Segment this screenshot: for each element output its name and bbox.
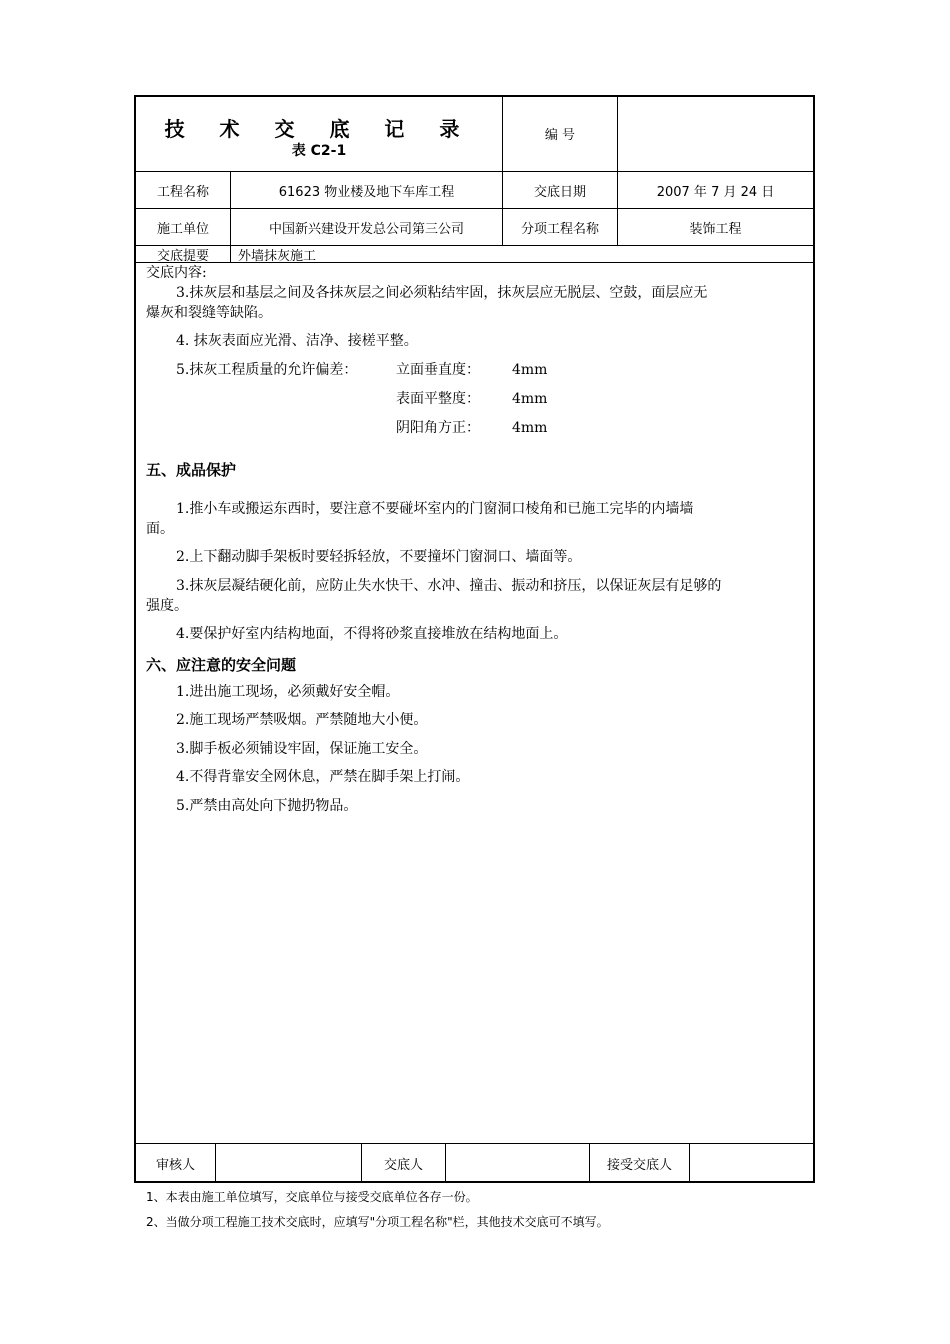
tolerance-value: 4mm	[512, 420, 548, 436]
contractor-label: 施工单位	[156, 221, 209, 237]
content-intro: 交底内容:	[146, 265, 207, 281]
section-5-item-2: 2.上下翻动脚手架板时要轻拆轻放，不要撞坏门窗洞口、墙面等。	[176, 549, 582, 565]
tolerance-label: 立面垂直度：	[396, 362, 480, 378]
content-item-3-line-1: 3.抹灰层和基层之间及各抹灰层之间必须粘结牢固，抹灰层应无脱层、空鼓，面层应无	[176, 285, 708, 301]
receiver-field[interactable]	[690, 1144, 813, 1182]
form-title: 技 术 交 底 记 录	[164, 117, 474, 141]
section-5-item-1-line-2: 面。	[146, 521, 174, 537]
section-5-item-3-line-2: 强度。	[146, 598, 188, 614]
summary-label: 交底提要	[156, 248, 209, 264]
number-field[interactable]	[618, 96, 813, 171]
tolerance-label: 表面平整度：	[396, 391, 480, 407]
section-5-item-4: 4.要保护好室内结构地面，不得将砂浆直接堆放在结构地面上。	[176, 626, 568, 642]
section-6-item: 5.严禁由高处向下抛扔物品。	[176, 798, 358, 814]
tolerance-value: 4mm	[512, 391, 548, 407]
section-5-item-3-line-1: 3.抹灰层凝结硬化前，应防止失水快干、水冲、撞击、振动和挤压，以保证灰层有足够的	[176, 578, 722, 594]
section-6-item: 1.进出施工现场，必须戴好安全帽。	[176, 684, 400, 700]
footnote: 2、当做分项工程施工技术交底时，应填写"分项工程名称"栏，其他技术交底可不填写。	[146, 1215, 609, 1229]
content-item-4: 4. 抹灰表面应光滑、洁净、接槎平整。	[176, 333, 418, 349]
section-6-item: 4.不得背靠安全网休息，严禁在脚手架上打闹。	[176, 769, 470, 785]
content-item-5: 5.抹灰工程质量的允许偏差：	[176, 362, 358, 378]
receiver-label: 接受交底人	[606, 1157, 672, 1173]
sub-project-value: 装饰工程	[689, 221, 742, 237]
sub-project-label: 分项工程名称	[520, 221, 599, 237]
date-value: 2007 年 7 月 24 日	[656, 184, 775, 200]
section-5-item-1-line-1: 1.推小车或搬运东西时，要注意不要碰坏室内的门窗洞口棱角和已施工完毕的内墙墙	[176, 501, 694, 517]
section-6-item: 3.脚手板必须铺设牢固，保证施工安全。	[176, 741, 428, 757]
row-divider	[134, 262, 815, 263]
section-6-item: 2.施工现场严禁吸烟。严禁随地大小便。	[176, 712, 428, 728]
content-item-3-line-2: 爆灰和裂缝等缺陷。	[146, 305, 272, 321]
number-label: 编 号	[544, 128, 576, 143]
footnote: 1、本表由施工单位填写，交底单位与接受交底单位各存一份。	[146, 1190, 478, 1204]
form-code: 表 C2-1	[291, 143, 347, 159]
row-divider	[134, 245, 815, 246]
presenter-label: 交底人	[383, 1157, 423, 1173]
date-label: 交底日期	[533, 184, 586, 200]
tolerance-value: 4mm	[512, 362, 548, 378]
project-name-value: 61623 物业楼及地下车库工程	[278, 184, 455, 200]
contractor-value: 中国新兴建设开发总公司第三公司	[268, 221, 464, 237]
reviewer-field[interactable]	[216, 1144, 361, 1182]
reviewer-label: 审核人	[155, 1157, 195, 1173]
presenter-field[interactable]	[446, 1144, 589, 1182]
section-6-title: 六、应注意的安全问题	[146, 656, 297, 674]
project-name-label: 工程名称	[156, 184, 209, 200]
summary-value: 外墙抹灰施工	[238, 248, 317, 264]
section-5-title: 五、成品保护	[146, 461, 237, 479]
tolerance-label: 阴阳角方正：	[396, 420, 480, 436]
